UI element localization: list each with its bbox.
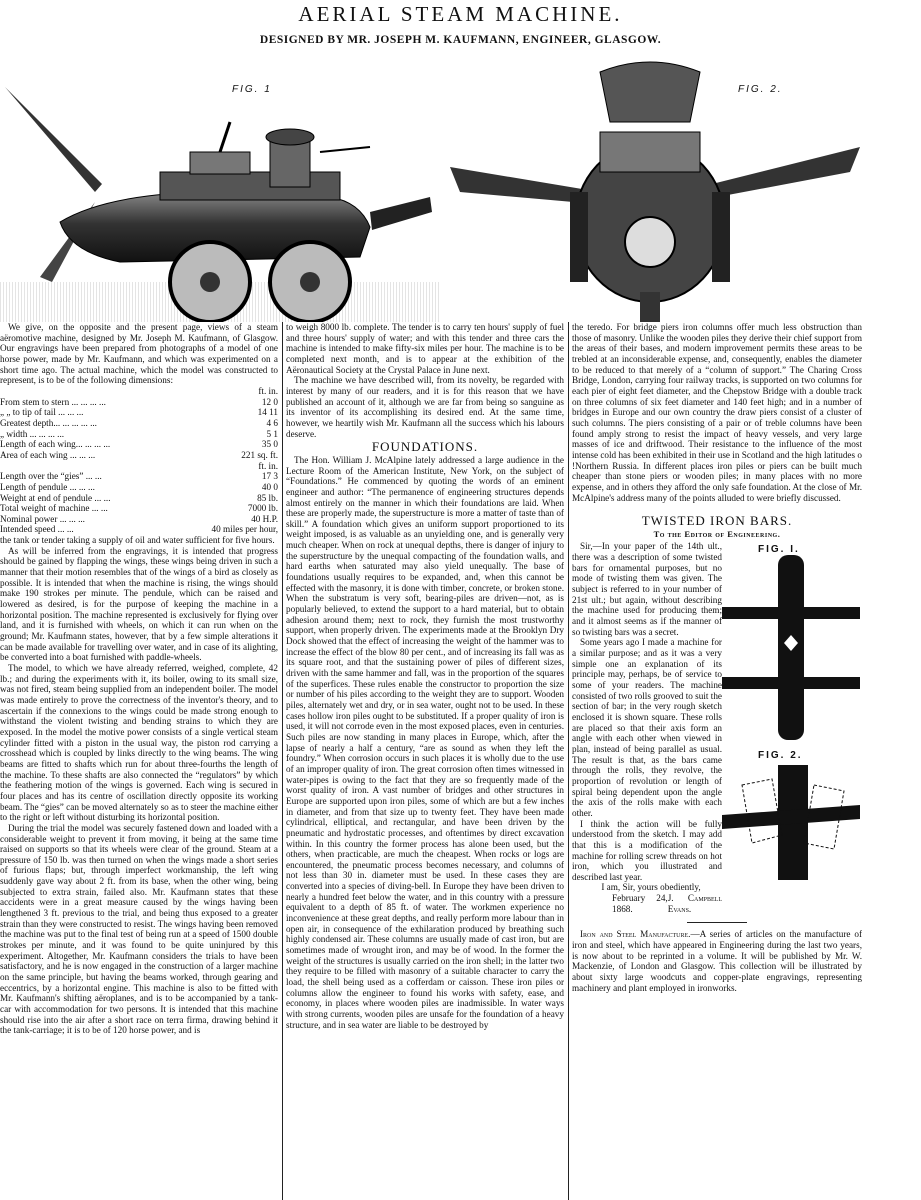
table-row xyxy=(0,397,278,408)
body-paragraph: During the trial the model was securely fastened down and loaded with a considerable weight to prevent it from moving, it being at the same time raised on supports so that its wheels were clear of the ground. Steam at a pressure of 150 lb. was then turned on when the wings made a short series of furious flaps; but, through imperfect workmanship, the left wing suddenly gave way about 2 ft. from its base, when the other wing, being subjected to extra strain, failed also. Mr. Kaufmann states that these accidents were in a great measure caused by the wings having been lengthened 3 ft. previous to the trial, and being thus exposed to a greater strain than they were constructed to resist. The wings having been removed the machine was put to the final test of being run at a speed of 1500 double strokes per minute, and it was found to be quite uninjured by this experiment. Altogether, Mr. Kaufmann considers the trials to have been satisfactory, and he is now engaged in the construction of a larger machine on the same principle, but having the beams worked, through gearing and eccentrics, by a horizontal engine. This machine is also to be fitted with Mr. Kaufmann's shifting aëroplanes, and is to be accompanied by a tank-car with accommodation for two persons. It is intended that this machine should rise into the air after a short race on terra firma, drawing behind it the tank-carriage; it is to be of 120 horse power, and is xyxy=(0,822,278,1036)
dim-value: 221 sq. ft. xyxy=(241,449,278,460)
page-title: AERIAL STEAM MACHINE. xyxy=(298,2,623,26)
letter-signature: J. Campbell Evans. xyxy=(667,893,722,914)
dim-value: 17 3 xyxy=(261,471,278,482)
dim-label: Greatest depth... ... ... ... ... xyxy=(0,417,97,428)
dim-label: Length of pendule ... ... ... xyxy=(0,481,95,492)
dim-value: 85 lb. xyxy=(257,492,278,503)
twisted-fig1-label: FIG. I. xyxy=(758,544,800,556)
section-subtitle: To the Editor of Engineering. xyxy=(653,528,781,539)
engraving-area xyxy=(0,52,921,322)
dim-label: Length over the “gies” ... ... xyxy=(0,471,102,482)
section-title-foundations: FOUNDATIONS. xyxy=(371,439,479,455)
letter-closing: I am, Sir, yours obediently, xyxy=(601,882,701,893)
table-row xyxy=(0,450,278,461)
twisted-fig2-label: FIG. 2. xyxy=(758,750,803,762)
section-title-twisted-bars: TWISTED IRON BARS. xyxy=(641,513,793,529)
table-row xyxy=(0,418,278,429)
dim-label: Weight at end of pendule ... ... xyxy=(0,492,111,503)
table-row xyxy=(0,407,278,418)
body-paragraph: to weigh 8000 lb. complete. The tender is to carry ten hours' supply of fuel and three hours' supply of water; and with this tender and three cars the machine is intended to make fifty-six miles per hour. The machine is to be completed next month, and is to appear at the exhibition of the Aëronautical Society at the Crystal Palace in June next. xyxy=(286,322,564,375)
column-3 xyxy=(572,322,862,1200)
body-paragraph: As will be inferred from the engravings, it is intended that progress should be gained by flapping the wings, these wings being driven in such a manner that their motion resembles that of the wings of a bird as closely as possible. It is intended that when the machine is rising, the wings should make 190 strokes per minute. The pendule, which can be raised and lowered as desired, is for the purpose of keeping the machine in a horizontal position. The machine represented is exclusively for flying over land, and it is furnished with wheels, on which it can run when on the ground; Mr. Kaufmann states, however, that by a few simple alterations it can be made available for travelling over water, and in case of its alighting, be converted into a boat furnished with paddle-wheels. xyxy=(0,545,278,663)
dim-value: 7000 lb. xyxy=(247,503,278,514)
body-paragraph: the tank or tender taking a supply of oil and water sufficient for five hours. xyxy=(0,535,275,546)
dim-label: Intended speed ... ... xyxy=(0,524,74,535)
units-header: ft. in. xyxy=(258,385,278,396)
letter-paragraph: Some years ago I made a machine for a similar purpose; and as it was a very simple one an explanation of its principle may, perhaps, be of service to some of your readers. The machine consisted of two rolls grooved to suit the section of bar; in the very rough sketch enclosed it is shown square. These rolls are placed so that their axis form an angle with each other when viewed in plan, instead of being parallel as usual. The result is that, as the bars came through the rolls, they revolve, the proportion of revolution or length of spiral being dependent upon the angle the axis of the rolls make with each other. xyxy=(572,637,722,818)
body-paragraph: The machine we have described will, from its novelty, be regarded with interest by many of our readers, and it is for this reason that we have published an account of it, although we are far from being so sanguine as its inventor of its accomplishing its desired end. At the same time, however, we heartily wish Mr. Kaufmann all the success which his labours deserve. xyxy=(286,375,564,439)
dim-value: 12 0 xyxy=(261,396,278,407)
dim-value: 4 6 xyxy=(266,417,278,428)
side-view-engraving xyxy=(0,52,440,322)
column-2 xyxy=(286,322,564,1200)
front-view-engraving xyxy=(450,52,890,322)
table-row xyxy=(0,493,278,504)
rolls-sketch-fig2 xyxy=(722,765,862,880)
units-header: ft. in. xyxy=(258,460,278,471)
table-row xyxy=(0,429,278,440)
dim-value: 40 miles per hour, xyxy=(211,524,278,535)
dim-label: „ width ... ... ... ... xyxy=(0,428,65,439)
rolls-sketch-fig1 xyxy=(722,555,862,740)
dim-label: Nominal power ... ... ... xyxy=(0,513,85,524)
table-row xyxy=(0,439,278,450)
table-row xyxy=(0,471,278,482)
table-row xyxy=(0,514,278,525)
table-row xyxy=(0,524,278,535)
body-paragraph: The Hon. William J. McAlpine lately addressed a large audience in the Lecture Room of the American Institute, New York, on the subject of “Foundations.” He commenced by quoting the words of an eminent engineer and author: “The permanence of engineering structures depends almost entirely on the manner in which their foundations are laid. When these are properly made, the superstructure is more a matter of taste than of skill.” A foundation which gives an uniform support proportioned to its weight imposed, is as valuable as an unyielding one, and is generally very much cheaper. When on rock at unequal depths, there is danger of injury to the superstructure by the unequal compacting of the foundation walls, and hard earths when saturated may also yield unequally. The base of foundations usually requires to be expanded, and, when this cannot be effected with the masonry, it is done with timber, concrete, or broken stone. When the substratum is very soft, bearing-piles are driven—not, as is popularly believed, to extend the support to a hard material, but to obtain adhesion around them; next to rock, they furnish the most trustworthy support, when properly driven. The experiments made at the Brooklyn Dry Dock showed that the effect of increasing the weight of the hammer was to increase the effect of the blow 80 per cent., and of increasing its fall was as its square root, and that the sustaining power of piles of different sizes, driven with the same hammer and fall, was in the proportion of the squares of the superfices. These rules enable the constructor to proportion the size or number of his piles according to the weight they are to support. Wooden piles, alternately wet and dry, or in sea water, ought not to be used. In these cases hollow iron piles ought to be substituted. If a proper quality of iron is used, it will not corrode even in the most exposed places, even in centuries. Such piles are now standing in many places in Europe, which, after the lapse of nearly a half a century, “are as sound as when they left the foundry.” When corrosion occurs in such places it is wholly due to the use of an improper quality of iron. The great corrosion often times witnessed in water-pipes is owing to the fact that they are so frequently made of the worst quality of iron. A vast number of bridges and other structures in Europe are supported upon iron piles, some of which are but a few inches in diameter, and from that size up to twenty feet. They have been made cylindrical, elliptical, and rectangular, and have been driven by the pneumatic and hydrostatic processes, and oftentimes by direct excavation within. In this country the former process has alone been used, but the others, when practicable, are much the cheapest. When rocks or logs are encountered, the pneumatic process becomes necessary, and columns of not less than 30 in. diameter must be used. In these cases they are converted into a species of diving-bell. In Europe they have been driven to nearly a hundred feet below the water, and in this country with a pressure equivalent to a depth of 85 ft. of water. The workmen experience no inconvenience at these great depths, and really perform more labour than in open air, in consequence of the exhilaration produced by breathing such highly condensed air. These columns are usually made of cast iron, but are sometimes made of wrought iron, and may be of wood. In the former the weight of the structures is usually carried on the iron shell; in the latter two they require to be filled with masonry of a suitable character to carry the load, the shell being used as a cofferdam or caisson. These iron piles or columns allow the engineer to found his works with safety, ease, and economy, in places where wooden piles are inadmissible. In water ways with strong currents, wooden piles are unsafe for the foundation of a heavy structure, and in sea water are liable to be destroyed by xyxy=(286,454,564,1030)
dim-value: 40 H.P. xyxy=(251,513,278,524)
body-paragraph: the teredo. For bridge piers iron columns offer much less obstruction than those of masonry. Unlike the wooden piles they derive their chief support from the areas of their bases, and modern improvement permits these areas to be trebled at an inconsiderable expense, and, consequently, enables the diameter to be reduced to that merely of a “column of support.” The Charing Cross Bridge, London, carrying four railway tracks, is supported on two columns for each pier of eight feet diameter, and the Chepstow Bridge with a double track on three columns of six feet diameter and 140 feet high; and in a number of bridges in Europe and our own country the draw piers consist of a cluster of such columns. The piers consisting of a pair or of treble columns have been found amply strong to resist the impact of heavy vessels, and very large masses of ice and driftwood. Their resistance to the influence of the most intense cold has been exhibited in their use in Scotland and the high latitudes o !Northern Russia. In different places iron piles or piers can be built much cheaper than stone piers or wooden piles; in many places with no more expense, and in others they afford the only safe foundation. At the close of Mr. McAlpine's address many of the points alluded to were briefly discussed. xyxy=(572,322,862,503)
dim-value: 40 0 xyxy=(261,481,278,492)
dim-label: Total weight of machine ... ... xyxy=(0,503,108,514)
dim-label: „ „ to tip of tail ... ... ... xyxy=(0,407,84,418)
dim-value: 5 1 xyxy=(266,428,278,439)
dim-value: 14 11 xyxy=(257,407,278,418)
letter-paragraph: Sir,—In your paper of the 14th ult., there was a description of some twisted bars for ornamental purposes, but no mode of twisting them was given. The subject is referred to in your number of 21st ult.; but again, without describing the machine used for producing them; and it almost seems as if the manner of so twisting bars was a secret. xyxy=(572,541,722,637)
notice-title: Iron and Steel Manufacture. xyxy=(580,929,691,940)
table-row xyxy=(0,503,278,514)
letter-footer xyxy=(572,893,722,914)
notice-body: —A series of articles on the manufacture of iron and steel, which have appeared in Engineering during the last two years, is now about to be reprinted in a volume. It will be published by Mr. W. Mackenzie, of London and Glasgow. This collection will be illustrated by about sixty large woodcuts and copper-plate engravings, representing machinery and plant employed in ironworks. xyxy=(572,929,862,993)
divider xyxy=(687,922,747,923)
fig2-label: FIG. 2. xyxy=(738,84,783,95)
table-row xyxy=(0,482,278,493)
fig1-label: FIG. 1 xyxy=(232,84,272,95)
dim-label: From stem to stern ... ... ... ... xyxy=(0,396,106,407)
body-paragraph: The model, to which we have already referred, weighed, complete, 42 lb.; and during the experiments with it, its boiler, owing to its small size, was not fired, steam being supplied from an independent boiler. The model was made entirely to prove the correctness of the inventor's theory, and to ascertain if the connexions to the wings could be made strong enough to withstand the violent twisting and bending strains to which they are exposed. In the model the motive power consists of a single vertical steam cylinder fitted with a piston in the usual way, the piston rod carrying a crosshead which is coupled by links directly to the wing beams. The wing beams are fitted to shafts which run for about three-fourths the length of the machine. To these shafts are also connected the “regulators” by which the feathering motion of the wings is governed. Each wing is secured in four places and has its centre of oscillation directly opposite its working beam. The “gies” can be moved alternately so as to steer the machine either to the right or left without disturbing its horizontal position. xyxy=(0,663,278,823)
dim-value: 35 0 xyxy=(261,439,278,450)
intro-paragraph: We give, on the opposite and the present page, views of a steam aëromotive machine, designed by Mr. Joseph M. Kaufmann, of Glasgow. Our engravings have been prepared from photographs of a model of one horse power, made by Mr. Kaufmann, and which was experimented on a short time ago. The actual machine, which the model was constructed to represent, is to be of the following dimensions: xyxy=(0,322,278,386)
column-rule xyxy=(568,322,569,1200)
dim-label: Length of each wing... ... ... ... xyxy=(0,439,111,450)
letter-paragraph: I think the action will be fully understood from the sketch. I may add that this is a modification of the machine for rolling screw threads on hot iron, which you illustrated and described last year. xyxy=(572,818,722,882)
dimensions-table xyxy=(0,386,278,535)
column-rule xyxy=(282,322,283,1200)
page-subtitle: DESIGNED BY MR. JOSEPH M. KAUFMANN, ENGINEER, GLASGOW. xyxy=(259,34,662,46)
column-1 xyxy=(0,322,278,1200)
letter-date: February 24, 1868. xyxy=(612,893,668,914)
twisted-bars-figures xyxy=(722,541,862,901)
dim-label: Area of each wing ... ... ... xyxy=(0,449,96,460)
